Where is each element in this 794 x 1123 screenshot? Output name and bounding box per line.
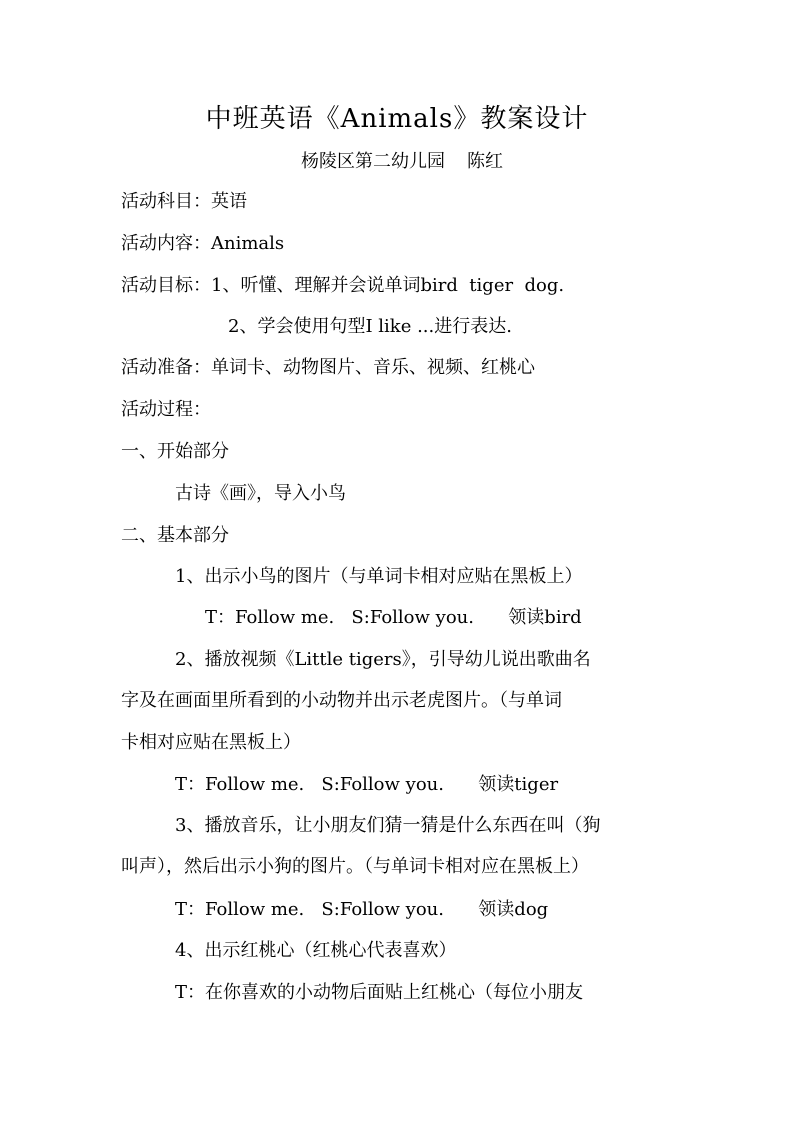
step-3-dialogue: T：Follow me. S:Follow you. 领读dog bbox=[175, 899, 549, 920]
section-basic-heading: 二、基本部分 bbox=[121, 525, 229, 546]
step-1: 1、出示小鸟的图片（与单词卡相对应贴在黑板上） bbox=[175, 566, 583, 587]
activity-goal-1: 活动目标：1、听懂、理解并会说单词bird tiger dog. bbox=[121, 275, 565, 296]
school-name: 杨陵区第二幼儿园 bbox=[301, 151, 445, 172]
step-2-dialogue: T：Follow me. S:Follow you. 领读tiger bbox=[175, 774, 559, 795]
step-1-dialogue: T：Follow me. S:Follow you. 领读bird bbox=[205, 607, 582, 628]
step-3-line-2: 叫声），然后出示小狗的图片。（与单词卡相对应在黑板上） bbox=[121, 856, 589, 877]
section-start-text: 古诗《画》，导入小鸟 bbox=[175, 483, 346, 504]
step-3-line-1: 3、播放音乐，让小朋友们猜一猜是什么东西在叫（狗 bbox=[175, 815, 601, 836]
activity-preparation: 活动准备：单词卡、动物图片、音乐、视频、红桃心 bbox=[121, 357, 535, 378]
activity-content: 活动内容：Animals bbox=[121, 233, 285, 254]
step-2-line-1: 2、播放视频《Little tigers》，引导幼儿说出歌曲名 bbox=[175, 649, 591, 670]
author-name: 陈红 bbox=[467, 151, 503, 172]
activity-subject: 活动科目：英语 bbox=[121, 191, 247, 212]
activity-goal-2: 2、学会使用句型I like ...进行表达. bbox=[228, 316, 512, 337]
step-2-line-3: 卡相对应贴在黑板上） bbox=[121, 732, 301, 753]
document-subtitle bbox=[0, 147, 794, 173]
step-2-line-2: 字及在画面里所看到的小动物并出示老虎图片。（与单词 bbox=[121, 690, 562, 711]
section-start-heading: 一、开始部分 bbox=[121, 441, 229, 462]
step-4-line-2: T：在你喜欢的小动物后面贴上红桃心（每位小朋友 bbox=[175, 982, 584, 1003]
document-title: 中班英语《Animals》教案设计 bbox=[205, 104, 589, 134]
step-4-line-1: 4、出示红桃心（红桃心代表喜欢） bbox=[175, 940, 457, 961]
activity-process-heading: 活动过程： bbox=[121, 399, 211, 420]
